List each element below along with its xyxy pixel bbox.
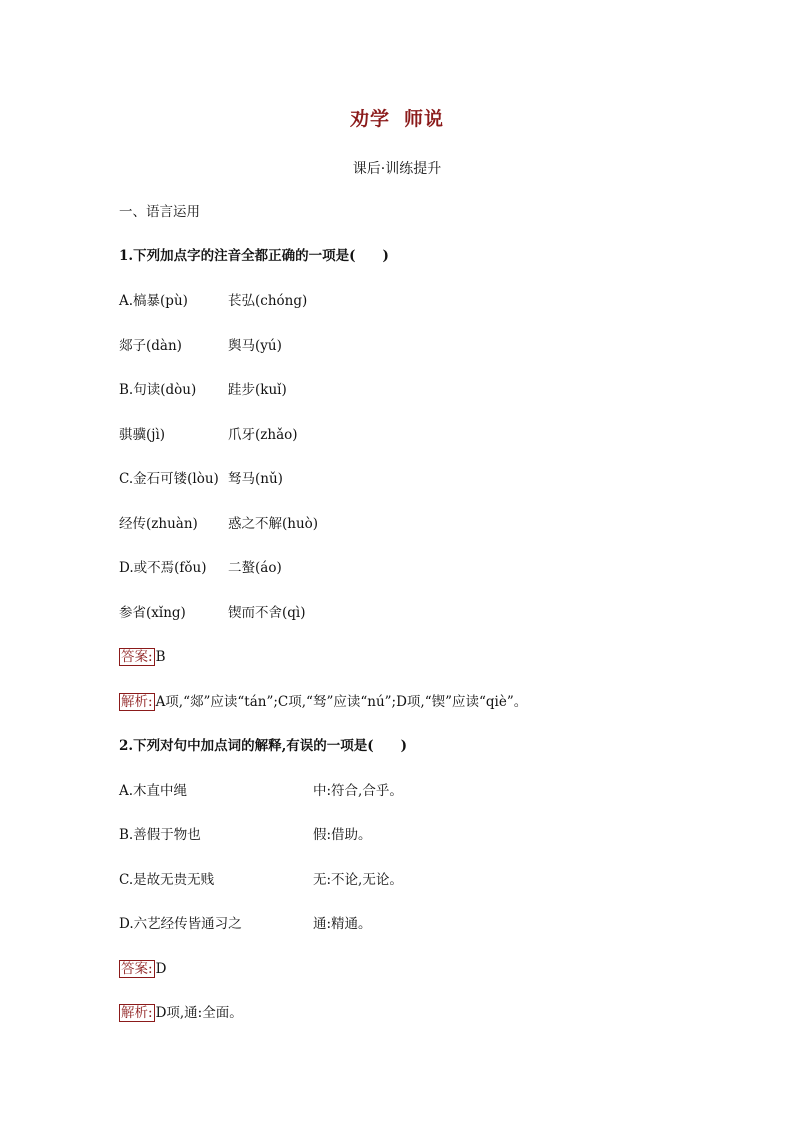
question-1-stem: 1.下列加点字的注音全都正确的一项是( ) bbox=[119, 248, 389, 264]
q2-option-b-explain: 假:借助。 bbox=[313, 827, 372, 843]
q1-option-d-2: 二螯(áo) bbox=[228, 560, 282, 576]
q1-option-a-3: 郯子(dàn) bbox=[119, 338, 182, 354]
q1-option-a-4: 舆马(yú) bbox=[228, 338, 282, 354]
q1-option-d-3: 参省(xǐng) bbox=[119, 605, 186, 621]
q2-option-a: A.木直中绳 bbox=[119, 783, 188, 799]
answer-value: D bbox=[155, 961, 167, 977]
q1-option-c-1: C.金石可镂(lòu) bbox=[119, 471, 219, 487]
q1-option-d-4: 锲而不舍(qì) bbox=[228, 605, 306, 621]
q1-option-c-2: 驽马(nǔ) bbox=[228, 471, 283, 487]
answer-value: B bbox=[155, 649, 166, 665]
analysis-text: D项,通:全面。 bbox=[155, 1005, 243, 1021]
q2-option-c-explain: 无:不论,无论。 bbox=[313, 872, 403, 888]
q2-answer bbox=[119, 960, 166, 978]
q1-option-d-1: D.或不焉(fǒu) bbox=[119, 560, 207, 576]
q1-analysis bbox=[119, 693, 527, 711]
q1-option-c-3: 经传(zhuàn) bbox=[119, 516, 198, 532]
analysis-text: A项,“郯”应读“tán”;C项,“驽”应读“nú”;D项,“锲”应读“qiè”。 bbox=[155, 694, 528, 710]
q2-option-a-explain: 中:符合,合乎。 bbox=[313, 783, 403, 799]
title-part-2: 师说 bbox=[404, 108, 445, 130]
q1-option-c-4: 惑之不解(huò) bbox=[228, 516, 319, 532]
q1-option-a-1: A.槁暴(pù) bbox=[119, 293, 188, 309]
q1-option-b-3: 骐骥(jì) bbox=[119, 427, 166, 443]
q2-option-b: B.善假于物也 bbox=[119, 827, 201, 843]
q2-option-d-explain: 通:精通。 bbox=[313, 916, 372, 932]
q1-answer bbox=[119, 648, 165, 666]
analysis-label: 解析: bbox=[121, 694, 153, 710]
answer-label: 答案: bbox=[121, 961, 153, 977]
q2-option-c: C.是故无贵无贱 bbox=[119, 872, 215, 888]
q1-option-a-2: 苌弘(chóng) bbox=[228, 293, 308, 309]
q2-analysis bbox=[119, 1004, 243, 1022]
page-subtitle: 课后·训练提升 bbox=[352, 161, 442, 177]
q1-option-b-2: 跬步(kuǐ) bbox=[228, 382, 287, 398]
question-2-stem: 2.下列对句中加点词的解释,有误的一项是( ) bbox=[119, 738, 408, 754]
q2-option-d: D.六艺经传皆通习之 bbox=[119, 916, 242, 932]
title-part-1: 劝学 bbox=[349, 108, 390, 130]
q1-option-b-1: B.句读(dòu) bbox=[119, 382, 197, 398]
section-heading: 一、语言运用 bbox=[119, 204, 200, 220]
page-title bbox=[0, 104, 794, 131]
q1-option-b-4: 爪牙(zhǎo) bbox=[228, 427, 298, 443]
analysis-label: 解析: bbox=[121, 1005, 153, 1021]
answer-label: 答案: bbox=[121, 649, 153, 665]
